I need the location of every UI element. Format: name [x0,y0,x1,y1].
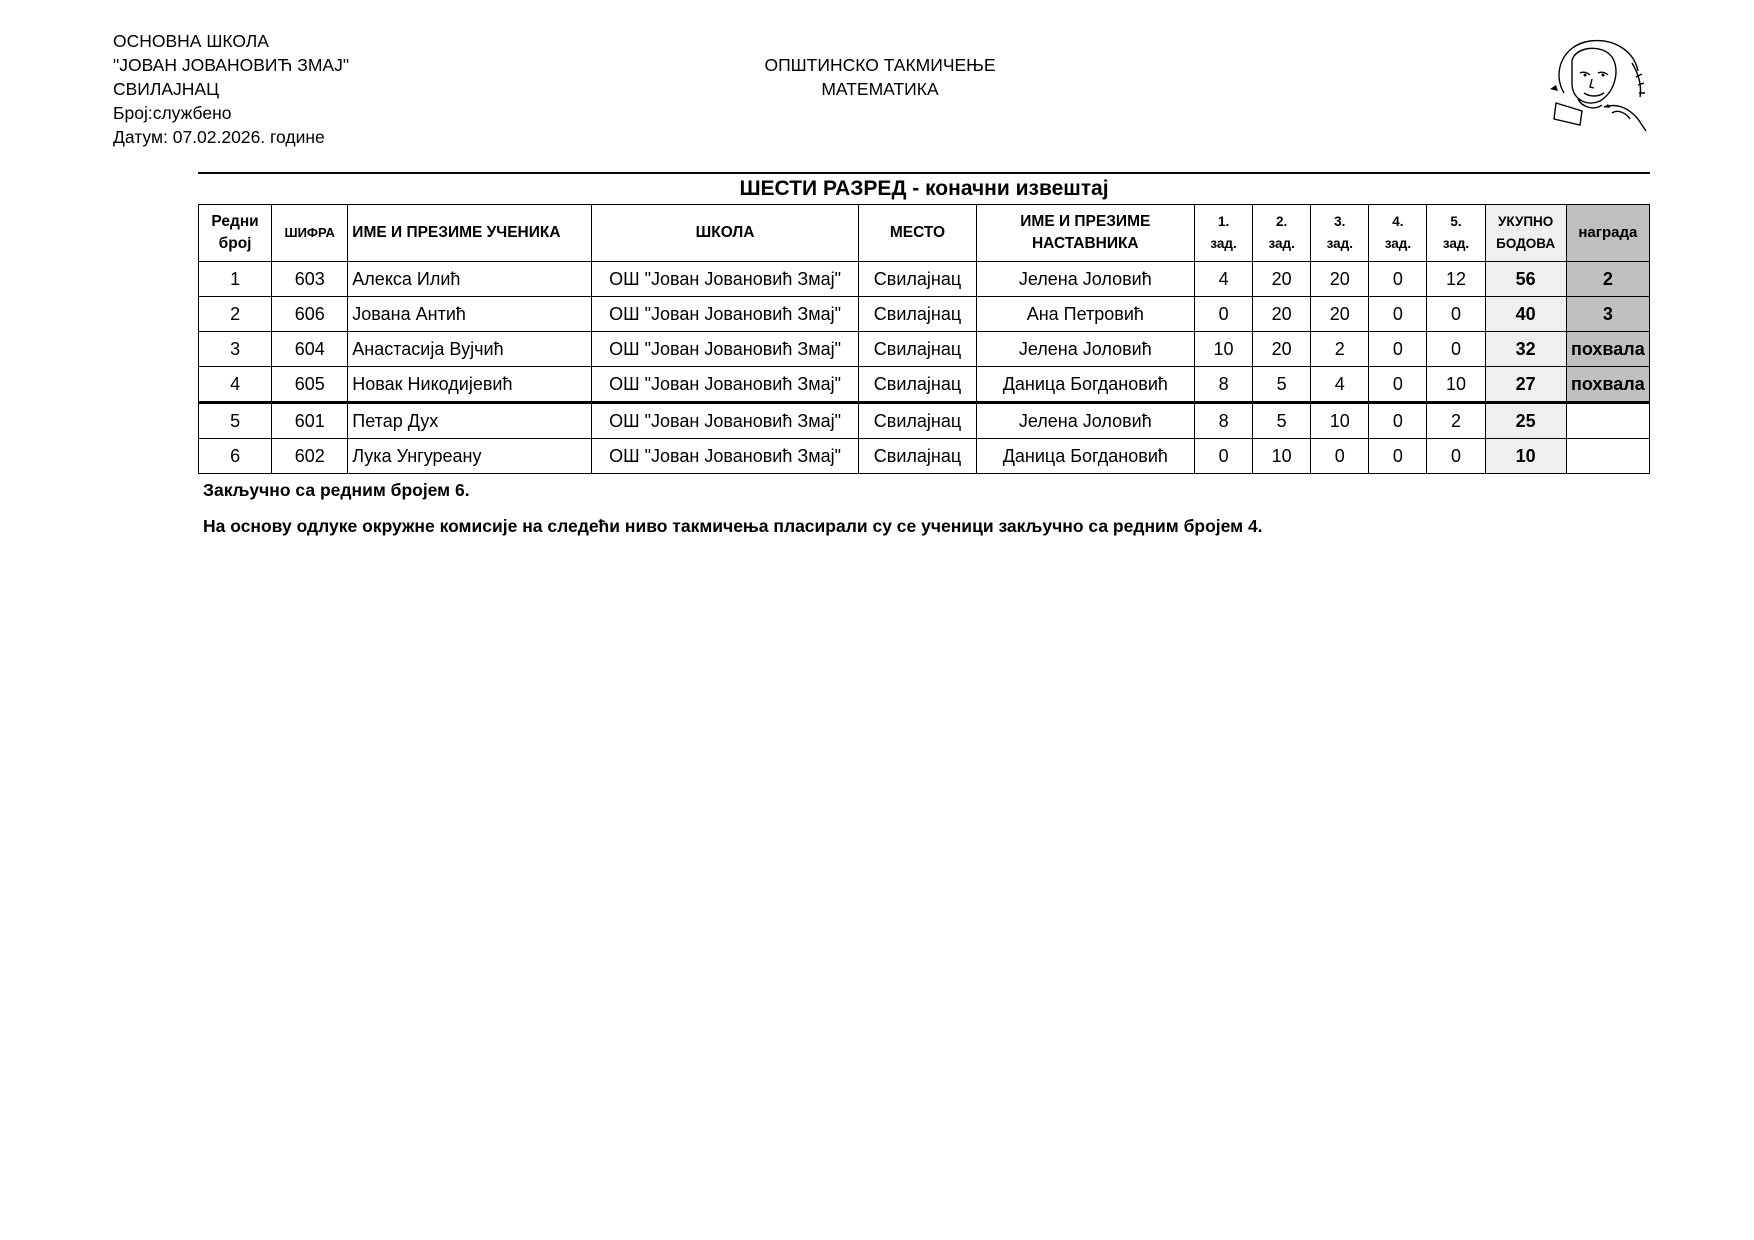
student-name: Лука Унгуреану [348,439,592,474]
school-type: ОСНОВНА ШКОЛА [113,31,269,51]
task5-score: 0 [1427,332,1485,367]
row-number: 2 [199,297,272,332]
concluded-note: Закључно са редним бројем 6. [203,480,470,500]
place-cell: Свилајнац [859,262,976,297]
task3-score: 4 [1311,367,1369,403]
total-score: 56 [1485,262,1566,297]
task5-score: 2 [1427,403,1485,439]
row-number: 1 [199,262,272,297]
student-code: 602 [272,439,348,474]
row-number: 4 [199,367,272,403]
school-town: СВИЛАЈНАЦ [113,79,220,99]
col-number-header: Редни број [199,205,272,262]
report-title [198,172,1650,204]
school-name-cell: ОШ "Јован Јовановић Змај" [591,297,859,332]
competition-level: ОПШТИНСКО ТАКМИЧЕЊЕ [764,55,996,75]
task5-score: 10 [1427,367,1485,403]
student-name: Петар Дух [348,403,592,439]
task2-score: 5 [1253,367,1311,403]
qualification-note: На основу одлуке окружне комисије на следећи ниво такмичења пласирали су се ученици закључно са редним бројем 4. [203,516,1263,536]
total-score: 10 [1485,439,1566,474]
teacher-name: Јелена Јоловић [976,403,1194,439]
row-number: 6 [199,439,272,474]
document-number: Број:службено [113,103,232,123]
student-name: Анастасија Вујчић [348,332,592,367]
school-name-cell: ОШ "Јован Јовановић Змај" [591,332,859,367]
task1-score: 10 [1195,332,1253,367]
task3-score: 20 [1311,262,1369,297]
task4-score: 0 [1369,332,1427,367]
student-name: Новак Никодијевић [348,367,592,403]
task1-score: 8 [1195,367,1253,403]
col-total-header: УКУПНО БОДОВА [1485,205,1566,262]
student-code: 606 [272,297,348,332]
total-score: 27 [1485,367,1566,403]
teacher-name: Јелена Јоловић [976,262,1194,297]
col-school-header: ШКОЛА [591,205,859,262]
total-score: 32 [1485,332,1566,367]
school-name-cell: ОШ "Јован Јовановић Змај" [591,403,859,439]
school-info [113,29,349,149]
col-place-header: МЕСТО [859,205,976,262]
task3-score: 10 [1311,403,1369,439]
table-row [199,332,1650,367]
col-award-header: награда [1566,205,1649,262]
school-name: "ЈОВАН ЈОВАНОВИЋ ЗМАЈ" [113,55,350,75]
school-crest-portrait-icon [1542,33,1652,133]
total-score: 25 [1485,403,1566,439]
task2-score: 5 [1253,403,1311,439]
task4-score: 0 [1369,403,1427,439]
award-cell: 3 [1566,297,1649,332]
task4-score: 0 [1369,262,1427,297]
task1-score: 4 [1195,262,1253,297]
award-cell [1566,403,1649,439]
col-task2-header: 2. зад. [1253,205,1311,262]
results-table [198,204,1650,474]
document-date: Датум: 07.02.2026. године [113,127,325,147]
row-number: 3 [199,332,272,367]
competition-info [640,53,1120,101]
competition-subject: МАТЕМАТИКА [821,79,939,99]
student-code: 603 [272,262,348,297]
task5-score: 12 [1427,262,1485,297]
school-name-cell: ОШ "Јован Јовановић Змај" [591,439,859,474]
place-cell: Свилајнац [859,403,976,439]
award-cell: похвала [1566,367,1649,403]
teacher-name: Ана Петровић [976,297,1194,332]
col-task4-header: 4. зад. [1369,205,1427,262]
award-cell: похвала [1566,332,1649,367]
student-name: Јована Антић [348,297,592,332]
table-row [199,297,1650,332]
award-cell: 2 [1566,262,1649,297]
award-cell [1566,439,1649,474]
task1-score: 8 [1195,403,1253,439]
student-name: Алекса Илић [348,262,592,297]
student-code: 605 [272,367,348,403]
task4-score: 0 [1369,439,1427,474]
table-row [199,403,1650,439]
table-header-row [199,205,1650,262]
task1-score: 0 [1195,297,1253,332]
teacher-name: Јелена Јоловић [976,332,1194,367]
school-name-cell: ОШ "Јован Јовановић Змај" [591,262,859,297]
col-student-header: ИМЕ И ПРЕЗИМЕ УЧЕНИКА [348,205,592,262]
place-cell: Свилајнац [859,297,976,332]
table-row [199,439,1650,474]
col-task3-header: 3. зад. [1311,205,1369,262]
place-cell: Свилајнац [859,367,976,403]
place-cell: Свилајнац [859,332,976,367]
teacher-name: Даница Богдановић [976,439,1194,474]
total-score: 40 [1485,297,1566,332]
grade-title: ШЕСТИ РАЗРЕД [739,177,907,200]
report-area [198,172,1650,474]
student-code: 604 [272,332,348,367]
school-name-cell: ОШ "Јован Јовановић Змај" [591,367,859,403]
task2-score: 20 [1253,332,1311,367]
col-task1-header: 1. зад. [1195,205,1253,262]
task4-score: 0 [1369,297,1427,332]
task4-score: 0 [1369,367,1427,403]
table-row [199,367,1650,403]
task2-score: 10 [1253,439,1311,474]
task3-score: 20 [1311,297,1369,332]
task5-score: 0 [1427,439,1485,474]
task2-score: 20 [1253,297,1311,332]
teacher-name: Даница Богдановић [976,367,1194,403]
col-code-header: ШИФРА [272,205,348,262]
row-number: 5 [199,403,272,439]
col-teacher-header: ИМЕ И ПРЕЗИМЕ НАСТАВНИКА [976,205,1194,262]
table-row [199,262,1650,297]
task5-score: 0 [1427,297,1485,332]
task2-score: 20 [1253,262,1311,297]
task3-score: 2 [1311,332,1369,367]
place-cell: Свилајнац [859,439,976,474]
student-code: 601 [272,403,348,439]
task1-score: 0 [1195,439,1253,474]
task3-score: 0 [1311,439,1369,474]
col-task5-header: 5. зад. [1427,205,1485,262]
report-subtitle: - коначни извештај [906,177,1109,200]
